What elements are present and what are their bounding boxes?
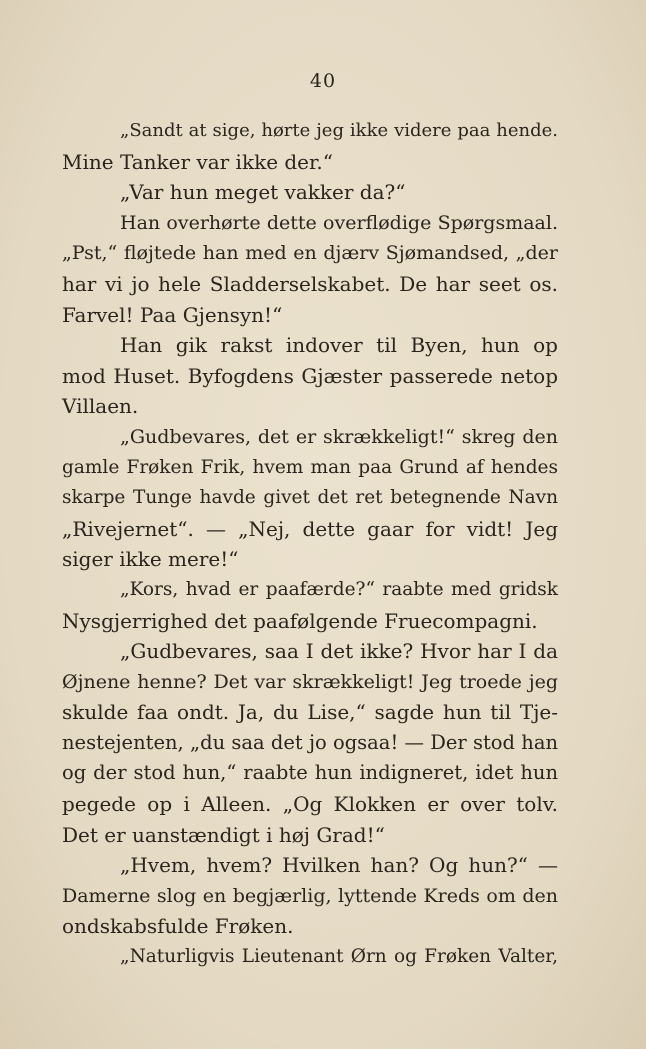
text-line: har vi jo hele Sladderselskabet. De har seet os. — [62, 271, 558, 296]
text-line: „Gudbevares, saa I det ikke? Hvor har I da — [120, 639, 558, 664]
text-line: Det er uanstændigt i høj Grad!“ — [62, 822, 385, 847]
text-line: „Naturligvis Lieutenant Ørn og Frøken Valter, — [120, 946, 558, 968]
text-line: Villaen. — [62, 394, 139, 419]
text-line: Farvel! Paa Gjensyn!“ — [62, 302, 283, 327]
text-line: Han overhørte dette overflødige Spørgsmaal. — [120, 211, 558, 234]
text-line: og der stod hun,“ raabte hun indigneret, idet hun — [62, 761, 558, 785]
text-line: pegede op i Alleen. „Og Klokken er over tolv. — [62, 792, 558, 817]
text-line: „Gudbevares, det er skrækkeligt!“ skreg den — [120, 425, 558, 448]
text-line: Damerne slog en begjærlig, lyttende Kreds om den — [62, 884, 558, 907]
text-line: „Var hun meget vakker da?“ — [120, 180, 406, 205]
text-line: Øjnene henne? Det var skrækkeligt! Jeg troede jeg — [62, 670, 558, 693]
text-line: nestejenten, „du saa det jo ogsaa! — Der stod han — [62, 730, 558, 754]
text-line: mod Huset. Byfogdens Gjæster passerede netop — [62, 363, 558, 388]
text-line: „Rivejernet“. — „Nej, dette gaar for vidt! Jeg — [62, 516, 558, 541]
text-line: skulde faa ondt. Ja, du Lise,“ sagde hun til Tje- — [62, 700, 558, 725]
text-line: „Pst,“ fløjtede han med en djærv Sjømandsed, „der — [62, 242, 558, 265]
text-line: „Hvem, hvem? Hvilken han? Og hun?“ — — [120, 853, 558, 878]
text-line: skarpe Tunge havde givet det ret betegnende Navn — [62, 487, 558, 509]
text-line: ondskabsfulde Frøken. — [62, 914, 294, 939]
text-line: Han gik rakst indover til Byen, hun op — [120, 333, 558, 358]
text-line: Mine Tanker var ikke der.“ — [62, 149, 333, 174]
page-number: 40 — [309, 70, 337, 92]
text-line: gamle Frøken Frik, hvem man paa Grund af hendes — [62, 456, 558, 478]
text-line: siger ikke mere!“ — [62, 547, 239, 572]
text-line: „Kors, hvad er paafærde?“ raabte med gridsk — [120, 578, 558, 600]
text-line: „Sandt at sige, hørte jeg ikke videre paa hende. — [120, 120, 558, 141]
body-text — [62, 116, 558, 973]
text-line: Nysgjerrighed det paafølgende Fruecompagni. — [62, 608, 538, 633]
